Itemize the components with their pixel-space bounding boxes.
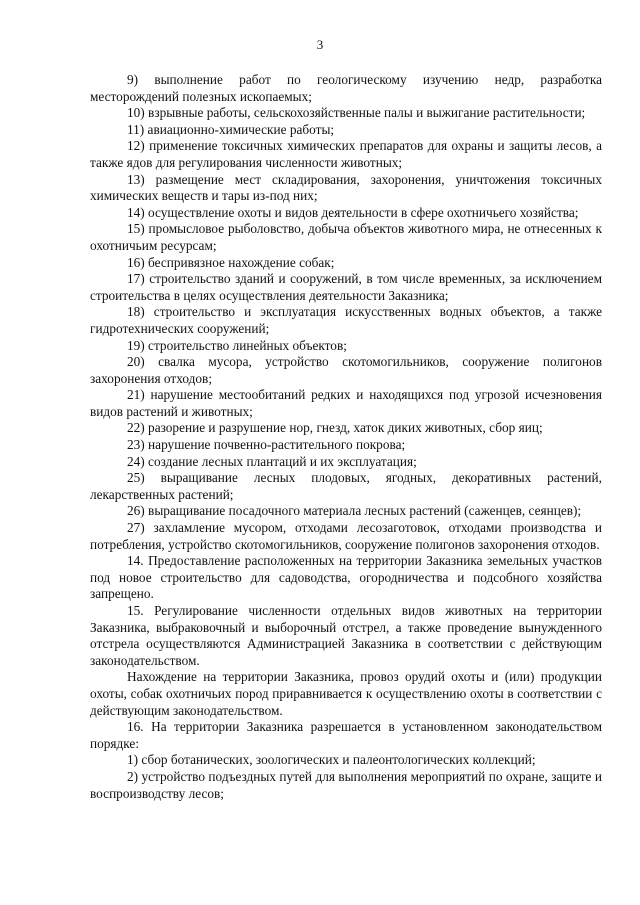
paragraph: 15. Регулирование численности отдельных видов животных на территории Заказника, выбраковочный и выборочный отстрел, а также проведение вынужденного отстрела осуществляются Администрацией Заказника в соответствии с действующим законодательством.	[90, 603, 602, 668]
paragraph: 21) нарушение местообитаний редких и находящихся под угрозой исчезновения видов растений и животных;	[90, 387, 602, 419]
paragraph: 15) промысловое рыболовство, добыча объектов животного мира, не отнесенных к охотничьим ресурсам;	[90, 221, 602, 253]
paragraph: 26) выращивание посадочного материала лесных растений (саженцев, сеянцев);	[127, 503, 582, 519]
paragraph: Нахождение на территории Заказника, провоз орудий охоты и (или) продукции охоты, собак охотничьих пород приравнивается к осуществлению охоты в соответствии с действующим законодательством.	[90, 669, 602, 718]
paragraph: 2) устройство подъездных путей для выполнения мероприятий по охране, защите и воспроизводству лесов;	[90, 768, 602, 801]
paragraph: 12) применение токсичных химических препаратов для охраны и защиты лесов, а также ядов для регулирования численности животных;	[90, 138, 602, 170]
paragraph: 10) взрывные работы, сельскохозяйственные палы и выжигание растительности;	[127, 105, 586, 121]
paragraph: 9) выполнение работ по геологическому изучению недр, разработка месторождений полезных ископаемых;	[90, 72, 602, 104]
paragraph: 27) захламление мусором, отходами лесозаготовок, отходами производства и потребления, устройство скотомогильников, сооружение полигонов захоронения отходов.	[90, 520, 602, 552]
paragraph: 1) сбор ботанических, зоологических и палеонтологических коллекций;	[127, 752, 536, 768]
paragraph: 14. Предоставление расположенных на территории Заказника земельных участков под новое строительство для садоводства, огородничества и подсобного хозяйства запрещено.	[90, 553, 602, 602]
page-number: 3	[316, 37, 324, 52]
paragraph: 16. На территории Заказника разрешается в установленном законодательством порядке:	[90, 719, 602, 751]
paragraph: 20) свалка мусора, устройство скотомогильников, сооружение полигонов захоронения отходов;	[90, 354, 602, 386]
paragraph: 19) строительство линейных объектов;	[127, 337, 347, 353]
paragraph: 23) нарушение почвенно-растительного покрова;	[127, 437, 406, 453]
paragraph: 11) авиационно-химические работы;	[127, 121, 335, 137]
paragraph: 22) разорение и разрушение нор, гнезд, хаток диких животных, сбор яиц;	[127, 420, 543, 436]
paragraph: 18) строительство и эксплуатация искусственных водных объектов, а также гидротехнических сооружений;	[90, 304, 602, 336]
paragraph: 13) размещение мест складирования, захоронения, уничтожения токсичных химических веществ и тары из-под них;	[90, 171, 602, 204]
paragraph: 14) осуществление охоты и видов деятельности в сфере охотничьего хозяйства;	[127, 204, 579, 220]
paragraph: 16) беспривязное нахождение собак;	[127, 254, 335, 270]
paragraph: 25) выращивание лесных плодовых, ягодных, декоративных растений, лекарственных растений;	[90, 470, 602, 502]
paragraph: 17) строительство зданий и сооружений, в том числе временных, за исключением строительства в целях осуществления деятельности Заказника;	[90, 271, 602, 303]
paragraph: 24) создание лесных плантаций и их эксплуатация;	[127, 453, 417, 469]
document-body	[90, 72, 602, 802]
